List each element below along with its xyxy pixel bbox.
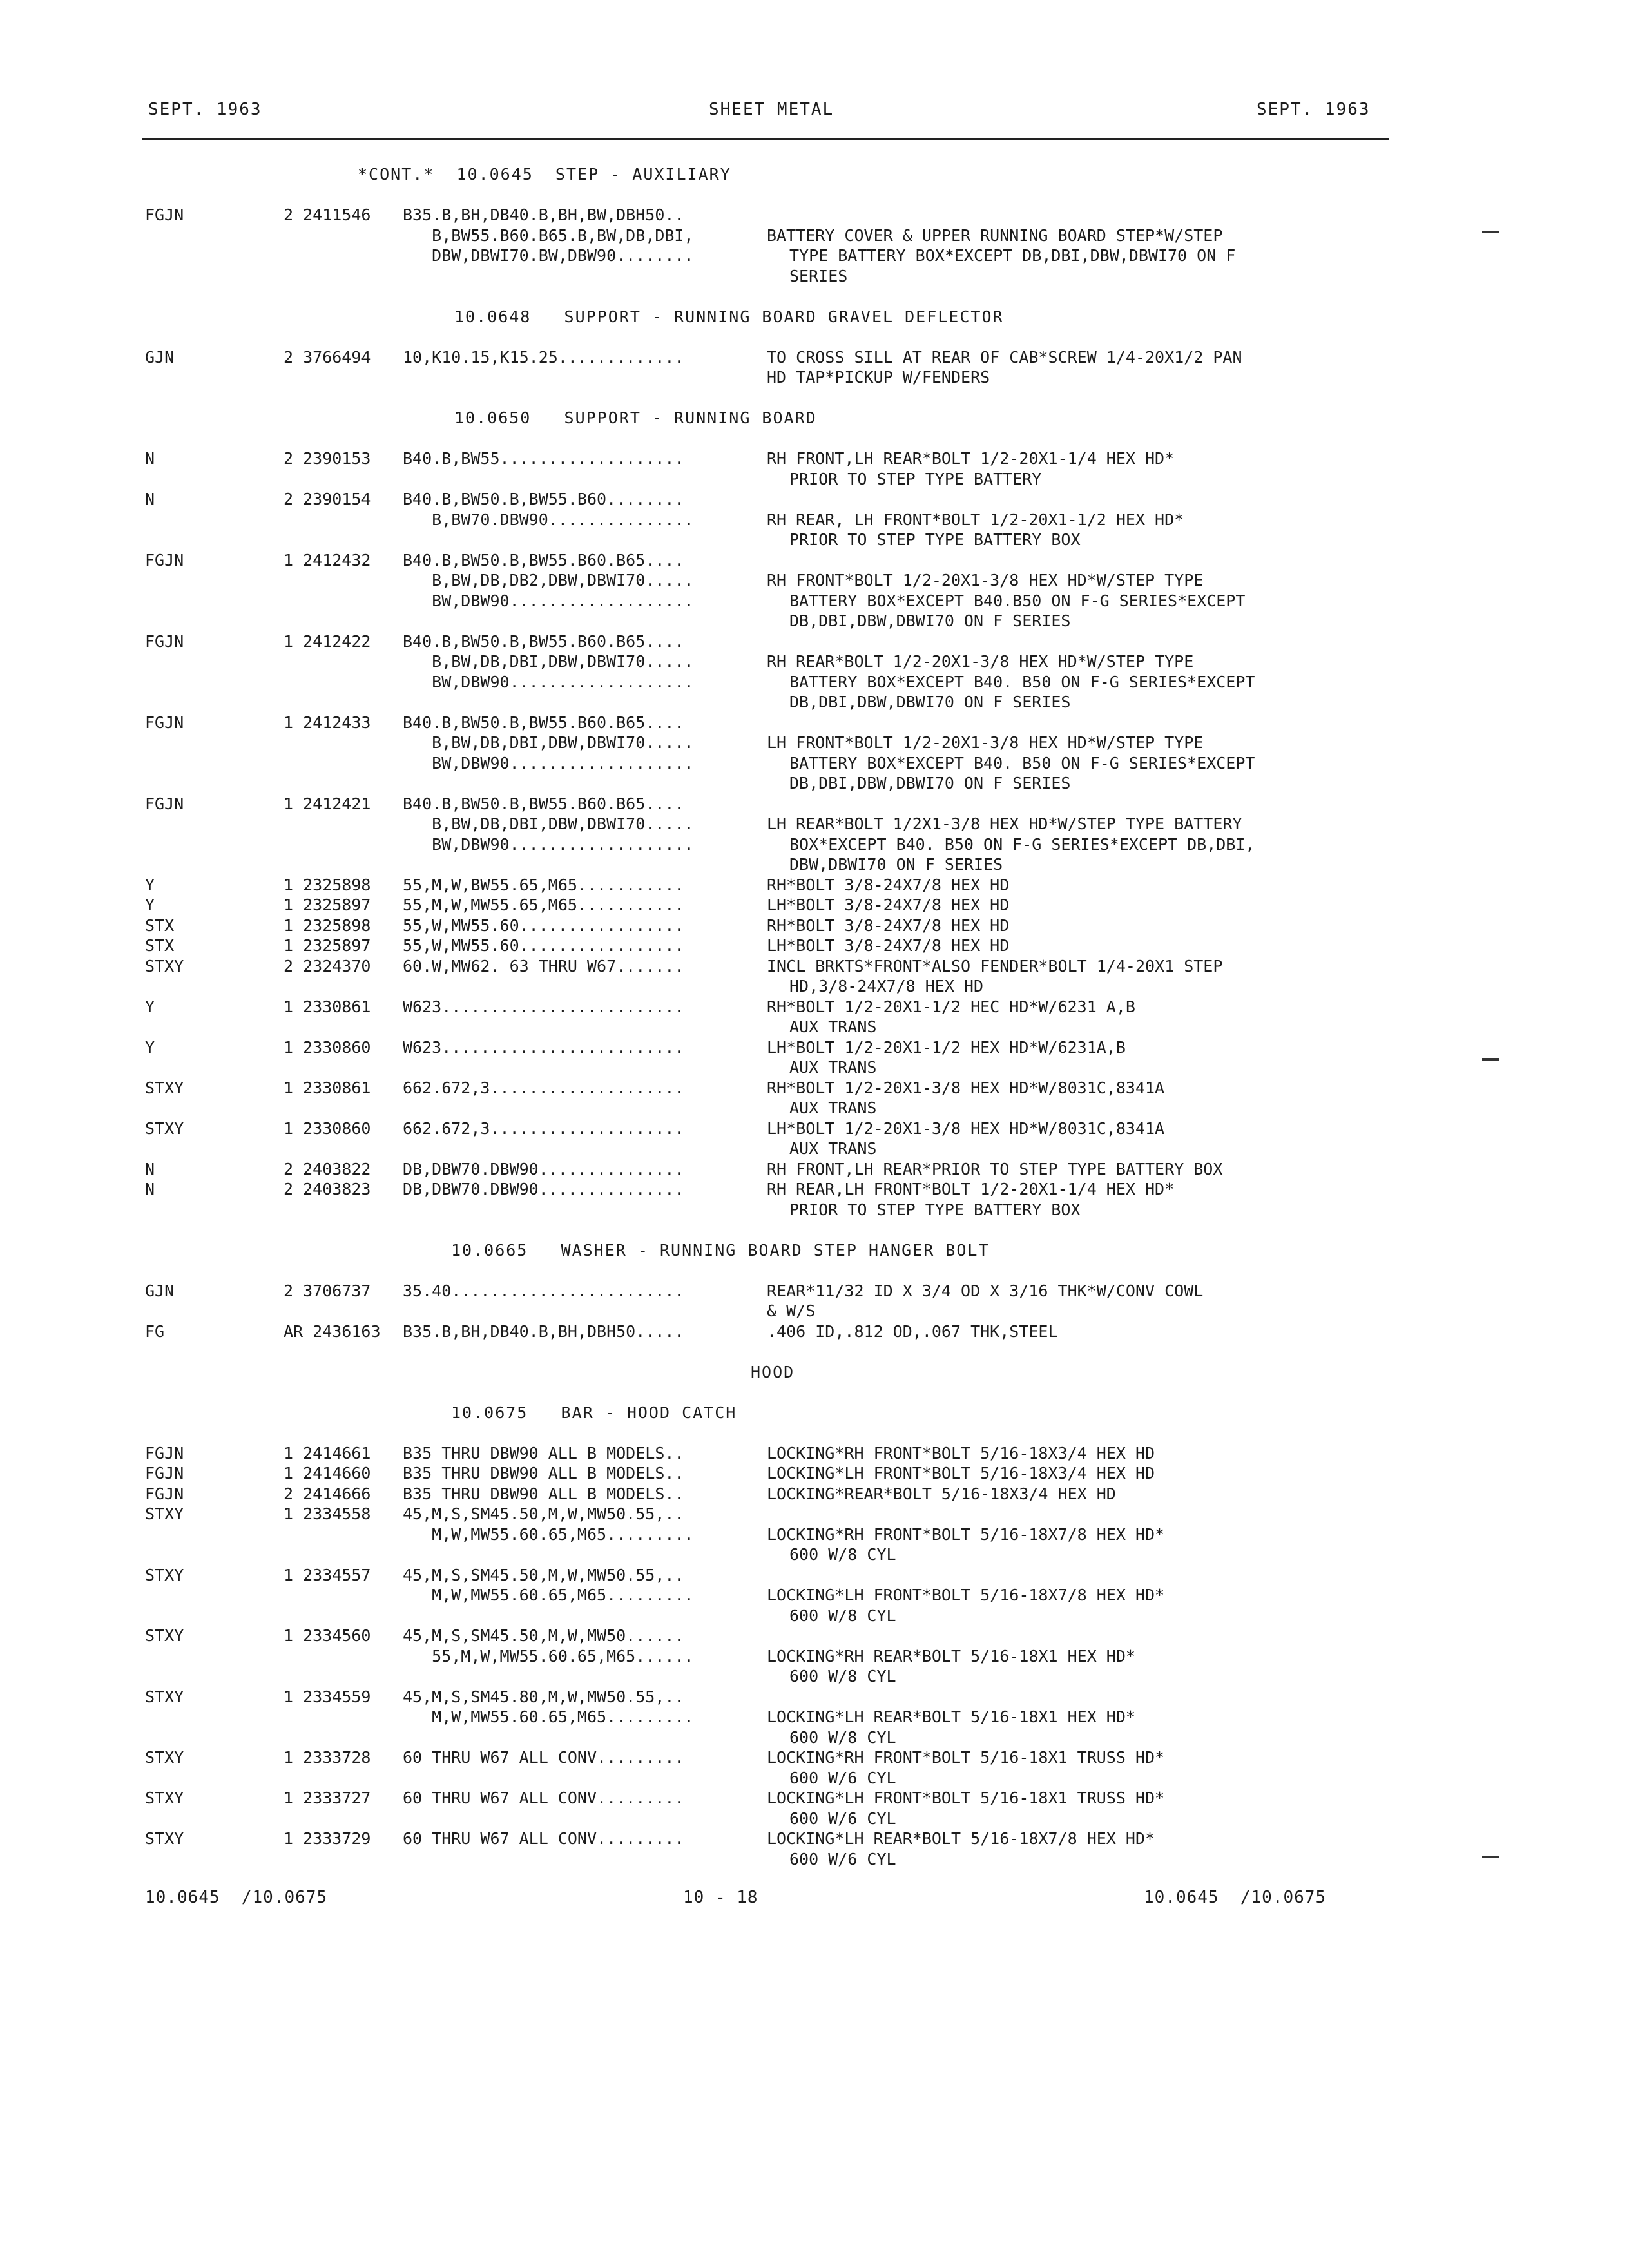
section-heading-text: 10.0650 SUPPORT - RUNNING BOARD (454, 408, 817, 427)
description: RH*BOLT 1/2-20X1-1/2 HEC HD*W/6231 A,B (767, 997, 1135, 1016)
models: 60 THRU W67 ALL CONV......... (403, 1789, 684, 1807)
description: AUX TRANS (789, 1139, 877, 1158)
parts-row (145, 1281, 1382, 1302)
qty-part-number: 2 2324370 (284, 956, 371, 975)
description: BATTERY BOX*EXCEPT B40. B50 ON F-G SERIES*EXCEPT (789, 672, 1255, 691)
description: PRIOR TO STEP TYPE BATTERY (789, 469, 1042, 488)
parts-row (145, 1484, 1382, 1504)
parts-row (145, 266, 1382, 287)
description: RH*BOLT 1/2-20X1-3/8 HEX HD*W/8031C,8341A (767, 1078, 1165, 1097)
section-heading (145, 408, 1382, 428)
models: B,BW,DB,DBI,DBW,DBWI70..... (403, 814, 694, 833)
series-code: FG (145, 1321, 165, 1341)
description: 600 W/8 CYL (789, 1727, 896, 1747)
series-code: STX (145, 916, 175, 935)
description: LOCKING*LH FRONT*BOLT 5/16-18X1 TRUSS HD* (767, 1789, 1165, 1807)
parts-row (145, 591, 1382, 611)
series-code: STXY (145, 1504, 184, 1523)
description: AUX TRANS (789, 1017, 877, 1036)
series-code: FGJN (145, 794, 184, 813)
models: 55,M,W,MW55.60.65,M65...... (403, 1646, 694, 1666)
parts-row (145, 1829, 1382, 1849)
description: DB,DBI,DBW,DBWI70 ON F SERIES (789, 774, 1071, 793)
parts-row (145, 1463, 1382, 1484)
description: TYPE BATTERY BOX*EXCEPT DB,DBI,DBW,DBWI70 ON F (789, 246, 1236, 265)
parts-row (145, 1443, 1382, 1464)
parts-row (145, 1159, 1382, 1180)
models: B40.B,BW50.B,BW55.B60.B65.... (403, 794, 684, 813)
qty-part-number: 1 2334560 (284, 1626, 371, 1645)
description: AUX TRANS (789, 1058, 877, 1077)
spacer (145, 327, 1382, 347)
series-code: STXY (145, 1748, 184, 1767)
description: REAR*11/32 ID X 3/4 OD X 3/16 THK*W/CONV COWL (767, 1281, 1204, 1300)
series-code: FGJN (145, 206, 184, 224)
parts-row (145, 1788, 1382, 1809)
parts-row (145, 1747, 1382, 1768)
footer-range-right: 10.0645 /10.0675 (1144, 1888, 1327, 1907)
parts-row (145, 1666, 1382, 1687)
parts-row (145, 1037, 1382, 1058)
section-heading-text: 10.0648 SUPPORT - RUNNING BOARD GRAVEL DEFLECTOR (454, 307, 1004, 326)
series-code: Y (145, 1037, 155, 1057)
description: LH FRONT*BOLT 1/2-20X1-3/8 HEX HD*W/STEP TYPE (767, 733, 1204, 752)
parts-row (145, 1017, 1382, 1037)
models: B40.B,BW50.B,BW55.B60.B65.... (403, 631, 684, 651)
margin-mark (1482, 1856, 1499, 1858)
models: BW,DBW90................... (403, 672, 694, 691)
qty-part-number: 1 2412433 (284, 713, 371, 732)
parts-row (145, 1504, 1382, 1524)
models: M,W,MW55.60.65,M65......... (403, 1524, 694, 1544)
spacer (145, 1382, 1382, 1403)
spacer (145, 1423, 1382, 1443)
description: DB,DBI,DBW,DBWI70 ON F SERIES (789, 693, 1071, 711)
parts-row (145, 834, 1382, 855)
qty-part-number: 1 2412422 (284, 631, 371, 651)
models: BW,DBW90................... (403, 591, 694, 610)
qty-part-number: 1 2325897 (284, 896, 371, 914)
series-code: Y (145, 997, 155, 1016)
parts-row (145, 1119, 1382, 1139)
parts-row (145, 1139, 1382, 1159)
models: BW,DBW90................... (403, 753, 694, 773)
models: B,BW,DB,DBI,DBW,DBWI70..... (403, 733, 694, 752)
series-code: FGJN (145, 1443, 184, 1463)
section-heading (145, 307, 1382, 327)
parts-row (145, 692, 1382, 713)
parts-row (145, 814, 1382, 834)
description: LH*BOLT 1/2-20X1-3/8 HEX HD*W/8031C,8341A (767, 1119, 1165, 1138)
models: 55,W,MW55.60................. (403, 916, 684, 935)
description: INCL BRKTS*FRONT*ALSO FENDER*BOLT 1/4-20X1 STEP (767, 956, 1223, 975)
description: RH REAR, LH FRONT*BOLT 1/2-20X1-1/2 HEX HD* (767, 510, 1184, 529)
section-heading (145, 1403, 1382, 1423)
description: BOX*EXCEPT B40. B50 ON F-G SERIES*EXCEPT DB,DBI, (789, 834, 1255, 854)
series-code: N (145, 490, 155, 508)
models: W623......................... (403, 997, 684, 1016)
spacer (145, 1260, 1382, 1281)
spacer (145, 1220, 1382, 1240)
qty-part-number: 2 2403823 (284, 1180, 371, 1198)
parts-row (145, 733, 1382, 753)
qty-part-number: 1 2334557 (284, 1565, 371, 1584)
models: 60 THRU W67 ALL CONV......... (403, 1829, 684, 1848)
models: 60 THRU W67 ALL CONV......... (403, 1748, 684, 1767)
parts-row (145, 1809, 1382, 1829)
series-code: STXY (145, 1687, 184, 1706)
spacer (145, 185, 1382, 206)
description: TO CROSS SILL AT REAR OF CAB*SCREW 1/4-20X1/2 PAN (767, 347, 1242, 367)
parts-row (145, 469, 1382, 490)
description: SERIES (789, 266, 848, 285)
parts-row (145, 1057, 1382, 1078)
description: LOCKING*LH REAR*BOLT 5/16-18X7/8 HEX HD* (767, 1829, 1155, 1848)
parts-row (145, 956, 1382, 977)
parts-row (145, 1849, 1382, 1870)
spacer (145, 286, 1382, 307)
parts-row (145, 1565, 1382, 1586)
footer-range-left: 10.0645 /10.0675 (145, 1888, 328, 1907)
parts-row (145, 611, 1382, 631)
description: LOCKING*LH REAR*BOLT 5/16-18X1 HEX HD* (767, 1707, 1135, 1726)
parts-row (145, 367, 1382, 388)
description: BATTERY COVER & UPPER RUNNING BOARD STEP*W/STEP (767, 226, 1223, 245)
models: B,BW,DB,DBI,DBW,DBWI70..... (403, 652, 694, 671)
parts-row (145, 1098, 1382, 1119)
models: 45,M,S,SM45.80,M,W,MW50.55,.. (403, 1687, 684, 1706)
qty-part-number: 1 2414661 (284, 1443, 371, 1463)
description: DBW,DBWI70 ON F SERIES (789, 855, 1003, 874)
description: RH FRONT,LH REAR*PRIOR TO STEP TYPE BATTERY BOX (767, 1159, 1223, 1178)
parts-row (145, 1606, 1382, 1626)
header-date-right: SEPT. 1963 (1257, 100, 1371, 119)
section-heading (145, 1362, 1382, 1383)
models: W623......................... (403, 1037, 684, 1057)
parts-row (145, 713, 1382, 733)
parts-row (145, 489, 1382, 510)
series-code: FGJN (145, 1484, 184, 1503)
qty-part-number: 1 2330861 (284, 1078, 371, 1097)
description: RH FRONT,LH REAR*BOLT 1/2-20X1-1/4 HEX HD* (767, 449, 1175, 468)
models: B35.B,BH,DB40.B,BH,DBH50..... (403, 1321, 684, 1341)
models: M,W,MW55.60.65,M65......... (403, 1586, 694, 1604)
models: B35 THRU DBW90 ALL B MODELS.. (403, 1443, 684, 1463)
description: LOCKING*RH FRONT*BOLT 5/16-18X1 TRUSS HD* (767, 1748, 1165, 1767)
spacer (145, 1341, 1382, 1362)
qty-part-number: 1 2334558 (284, 1504, 371, 1523)
parts-row (145, 1626, 1382, 1646)
series-code: STXY (145, 956, 184, 975)
models: B35 THRU DBW90 ALL B MODELS.. (403, 1464, 684, 1483)
description: RH*BOLT 3/8-24X7/8 HEX HD (767, 875, 1010, 894)
models: 662.672,3.................... (403, 1119, 684, 1138)
qty-part-number: 2 2390153 (284, 449, 371, 468)
description: LOCKING*LH FRONT*BOLT 5/16-18X7/8 HEX HD* (767, 1586, 1165, 1604)
description: RH REAR*BOLT 1/2-20X1-3/8 HEX HD*W/STEP TYPE (767, 652, 1194, 671)
models: 45,M,S,SM45.50,M,W,MW50...... (403, 1626, 684, 1645)
description: & W/S (767, 1302, 816, 1320)
description: 600 W/6 CYL (789, 1849, 896, 1869)
parts-row (145, 1321, 1382, 1342)
models: B35 THRU DBW90 ALL B MODELS.. (403, 1484, 684, 1503)
description: PRIOR TO STEP TYPE BATTERY BOX (789, 530, 1081, 549)
spacer (145, 428, 1382, 449)
qty-part-number: 1 2414660 (284, 1464, 371, 1483)
qty-part-number: 2 2403822 (284, 1159, 371, 1178)
models: 55,W,MW55.60................. (403, 936, 684, 955)
series-code: STXY (145, 1789, 184, 1807)
series-code: N (145, 1159, 155, 1178)
footer-page-number: 10 - 18 (683, 1888, 758, 1907)
parts-row (145, 1727, 1382, 1748)
margin-mark (1482, 231, 1499, 233)
models: B40.B,BW50.B,BW55.B60.B65.... (403, 713, 684, 732)
parts-row (145, 1078, 1382, 1099)
models: 35.40........................ (403, 1281, 684, 1300)
models: B40.B,BW50.B,BW55.B60.B65.... (403, 550, 684, 570)
qty-part-number: 1 2333727 (284, 1789, 371, 1807)
qty-part-number: 2 2390154 (284, 490, 371, 508)
qty-part-number: 1 2330860 (284, 1037, 371, 1057)
description: LH REAR*BOLT 1/2X1-3/8 HEX HD*W/STEP TYPE BATTERY (767, 814, 1242, 833)
qty-part-number: 1 2334559 (284, 1687, 371, 1706)
parts-row (145, 936, 1382, 956)
description: LH*BOLT 1/2-20X1-1/2 HEX HD*W/6231A,B (767, 1037, 1126, 1057)
parts-row (145, 997, 1382, 1017)
description: 600 W/6 CYL (789, 1768, 896, 1787)
qty-part-number: 1 2412421 (284, 794, 371, 813)
models: 662.672,3.................... (403, 1078, 684, 1097)
parts-row (145, 895, 1382, 916)
models: 10,K10.15,K15.25............. (403, 347, 684, 367)
description: 600 W/6 CYL (789, 1809, 896, 1828)
description: BATTERY BOX*EXCEPT B40. B50 ON F-G SERIES*EXCEPT (789, 753, 1255, 773)
parts-listing (145, 164, 1382, 1869)
series-code: STXY (145, 1078, 184, 1097)
parts-row (145, 245, 1382, 266)
qty-part-number: 2 3706737 (284, 1281, 371, 1300)
parts-row (145, 1585, 1382, 1606)
series-code: Y (145, 896, 155, 914)
description: RH FRONT*BOLT 1/2-20X1-3/8 HEX HD*W/STEP TYPE (767, 571, 1204, 590)
qty-part-number: 1 2333729 (284, 1829, 371, 1848)
parts-row (145, 1301, 1382, 1321)
description: LOCKING*RH FRONT*BOLT 5/16-18X3/4 HEX HD (767, 1443, 1155, 1463)
description: LOCKING*RH REAR*BOLT 5/16-18X1 HEX HD* (767, 1646, 1135, 1666)
qty-part-number: 2 2414666 (284, 1484, 371, 1503)
parts-row (145, 570, 1382, 591)
series-code: STXY (145, 1119, 184, 1138)
qty-part-number: 1 2412432 (284, 550, 371, 570)
description: BATTERY BOX*EXCEPT B40.B50 ON F-G SERIES*EXCEPT (789, 591, 1246, 610)
description: DB,DBI,DBW,DBWI70 ON F SERIES (789, 611, 1071, 630)
section-heading-text: 10.0675 BAR - HOOD CATCH (451, 1403, 737, 1422)
parts-row (145, 976, 1382, 997)
models: 55,M,W,BW55.65,M65........... (403, 875, 684, 894)
description: .406 ID,.812 OD,.067 THK,STEEL (767, 1321, 1058, 1341)
parts-row (145, 530, 1382, 550)
description: 600 W/8 CYL (789, 1667, 896, 1686)
models: B40.B,BW55................... (403, 449, 684, 468)
models: 60.W,MW62. 63 THRU W67....... (403, 956, 684, 975)
models: B35.B,BH,DB40.B,BH,BW,DBH50.. (403, 206, 684, 224)
parts-row (145, 794, 1382, 814)
parts-row (145, 1646, 1382, 1667)
models: M,W,MW55.60.65,M65......... (403, 1707, 694, 1726)
description: RH*BOLT 3/8-24X7/8 HEX HD (767, 916, 1010, 935)
parts-row (145, 1524, 1382, 1545)
parts-row (145, 1768, 1382, 1789)
qty-part-number: 2 2411546 (284, 206, 371, 224)
models: DBW,DBWI70.BW,DBW90........ (403, 246, 694, 265)
description: LH*BOLT 3/8-24X7/8 HEX HD (767, 896, 1010, 914)
parts-row (145, 651, 1382, 672)
parts-row (145, 510, 1382, 530)
series-code: FGJN (145, 631, 184, 651)
models: 45,M,S,SM45.50,M,W,MW50.55,.. (403, 1565, 684, 1584)
description: PRIOR TO STEP TYPE BATTERY BOX (789, 1200, 1081, 1219)
section-heading-text: HOOD (751, 1362, 795, 1381)
parts-row (145, 550, 1382, 571)
series-code: GJN (145, 1281, 175, 1300)
parts-row (145, 1544, 1382, 1565)
models: B,BW55.B60.B65.B,BW,DB,DBI, (403, 226, 694, 245)
models: B,BW,DB,DB2,DBW,DBWI70..... (403, 571, 694, 590)
series-code: FGJN (145, 713, 184, 732)
series-code: STXY (145, 1626, 184, 1645)
section-heading (145, 164, 1382, 185)
description: HD TAP*PICKUP W/FENDERS (767, 368, 990, 387)
description: HD,3/8-24X7/8 HEX HD (789, 977, 984, 995)
description: LH*BOLT 3/8-24X7/8 HEX HD (767, 936, 1010, 955)
parts-row (145, 631, 1382, 652)
qty-part-number: 1 2325898 (284, 916, 371, 935)
description: RH REAR,LH FRONT*BOLT 1/2-20X1-1/4 HEX HD* (767, 1180, 1175, 1198)
models: 45,M,S,SM45.50,M,W,MW50.55,.. (403, 1504, 684, 1523)
parts-row (145, 875, 1382, 896)
series-code: STX (145, 936, 175, 955)
description: AUX TRANS (789, 1099, 877, 1117)
series-code: GJN (145, 347, 175, 367)
parts-row (145, 854, 1382, 875)
models: 55,M,W,MW55.65,M65........... (403, 896, 684, 914)
qty-part-number: 1 2325897 (284, 936, 371, 955)
models: BW,DBW90................... (403, 834, 694, 854)
series-code: FGJN (145, 1464, 184, 1483)
parts-row (145, 753, 1382, 774)
parts-row (145, 226, 1382, 246)
series-code: STXY (145, 1829, 184, 1848)
margin-mark (1482, 1058, 1499, 1061)
series-code: Y (145, 875, 155, 894)
parts-row (145, 1179, 1382, 1200)
qty-part-number: 2 3766494 (284, 347, 371, 367)
header-date-left: SEPT. 1963 (148, 100, 262, 119)
qty-part-number: 1 2330860 (284, 1119, 371, 1138)
series-code: FGJN (145, 550, 184, 570)
models: DB,DBW70.DBW90............... (403, 1159, 684, 1178)
qty-part-number: 1 2333728 (284, 1748, 371, 1767)
qty-part-number: 1 2325898 (284, 875, 371, 894)
parts-row (145, 916, 1382, 936)
header-rule (142, 138, 1389, 140)
parts-row (145, 347, 1382, 368)
models: B,BW70.DBW90............... (403, 510, 694, 529)
parts-row (145, 773, 1382, 794)
header-section-title: SHEET METAL (709, 100, 834, 119)
series-code: N (145, 1180, 155, 1198)
models: DB,DBW70.DBW90............... (403, 1180, 684, 1198)
models: B40.B,BW50.B,BW55.B60........ (403, 490, 684, 508)
section-heading (145, 1240, 1382, 1261)
parts-row (145, 1687, 1382, 1707)
parts-row (145, 448, 1382, 469)
description: LOCKING*RH FRONT*BOLT 5/16-18X7/8 HEX HD* (767, 1524, 1165, 1544)
parts-row (145, 672, 1382, 693)
spacer (145, 388, 1382, 408)
section-heading-text: 10.0665 WASHER - RUNNING BOARD STEP HANGER BOLT (451, 1240, 990, 1260)
description: 600 W/8 CYL (789, 1606, 896, 1625)
parts-row (145, 205, 1382, 226)
parts-row (145, 1200, 1382, 1220)
qty-part-number: AR 2436163 (284, 1321, 381, 1341)
qty-part-number: 1 2330861 (284, 997, 371, 1016)
description: LOCKING*LH FRONT*BOLT 5/16-18X3/4 HEX HD (767, 1464, 1155, 1483)
parts-row (145, 1707, 1382, 1727)
description: LOCKING*REAR*BOLT 5/16-18X3/4 HEX HD (767, 1484, 1116, 1503)
section-heading-text: *CONT.* 10.0645 STEP - AUXILIARY (358, 165, 731, 184)
series-code: N (145, 449, 155, 468)
description: 600 W/8 CYL (789, 1545, 896, 1564)
series-code: STXY (145, 1565, 184, 1584)
